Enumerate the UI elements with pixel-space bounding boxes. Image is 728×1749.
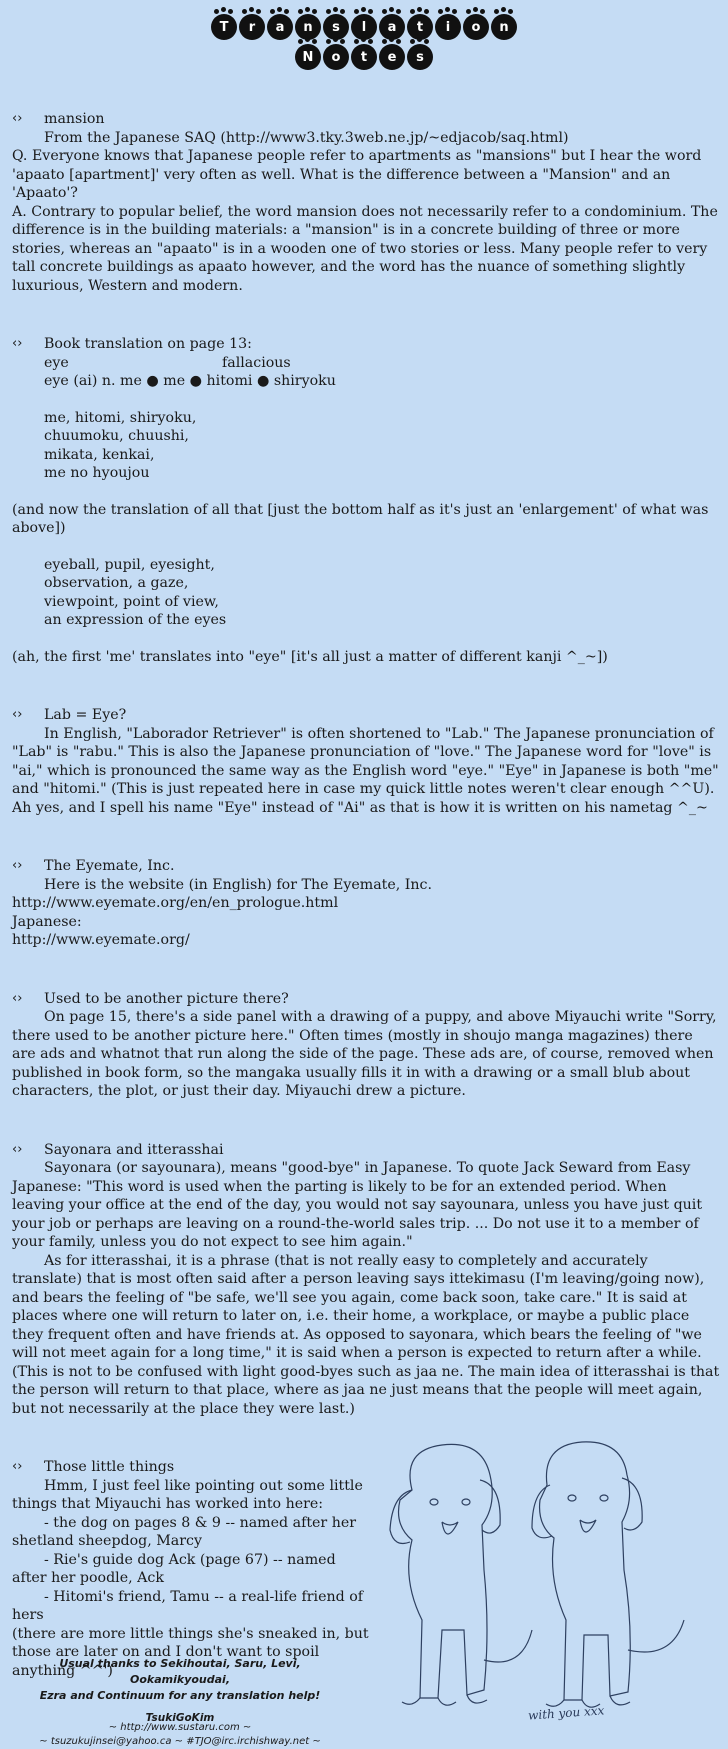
note-body: (there are more little things she's sneaked in, but those are later on and I don't want to spoil anything ^^') xyxy=(12,1625,369,1679)
note-heading: Book translation on page 13: xyxy=(44,336,252,352)
bullet-icon: ‹› xyxy=(12,858,23,873)
paw-letter-icon: T xyxy=(211,14,237,40)
note-body: Here is the website (in English) for The Eyemate, Inc. xyxy=(44,876,432,893)
contact-links xyxy=(0,1721,360,1749)
paw-letter-icon: l xyxy=(351,14,377,40)
puppies-illustration xyxy=(372,1430,722,1730)
paw-letter-icon: t xyxy=(407,14,433,40)
note-little-things xyxy=(12,1458,372,1680)
note-eyemate xyxy=(12,857,720,950)
eyemate-english-link[interactable]: http://www.eyemate.org/en/en_prologue.html xyxy=(12,895,339,911)
note-heading: Used to be another picture there? xyxy=(44,990,289,1007)
paw-letter-icon: o xyxy=(323,44,349,70)
note-source: From the Japanese SAQ (http://www3.tky.3web.ne.jp/~edjacob/saq.html) xyxy=(44,129,569,146)
website-link[interactable]: ~ http://www.sustaru.com ~ xyxy=(108,1722,252,1733)
bullet-icon: ‹› xyxy=(12,336,23,351)
list-item: chuumoku, chuushi, xyxy=(44,428,189,444)
note-body: Hmm, I just feel like pointing out some little things that Miyauchi has worked into here: xyxy=(12,1477,363,1512)
page-title xyxy=(0,14,728,74)
email-irc-link[interactable]: ~ tsuzukujinsei@yahoo.ca ~ #TJO@irc.irchishway.net ~ xyxy=(39,1736,321,1747)
bullet-icon: ‹› xyxy=(12,707,23,722)
list-item: an expression of the eyes xyxy=(44,612,227,628)
paw-letter-icon: n xyxy=(295,14,321,40)
note-heading: mansion xyxy=(44,111,105,127)
paw-letter-icon: a xyxy=(379,14,405,40)
note-question: Q. Everyone knows that Japanese people refer to apartments as "mansions" but I hear the word 'apaato [apartment]' very often as well. What is the difference between a "Mansion" and an 'Apaato'? xyxy=(12,148,702,201)
note-body: In English, "Laborador Retriever" is often shortened to "Lab." The Japanese pronunciation of "Lab" is "rabu." This is also the Japanese pronunciation of "love." The Japanese word for "love" is "ai," which is pronounced the same way as the English word "eye." "Eye" in Japanese is both "me" and "hitomi." (This is just repeated here in case my quick little notes weren't clear enough ^^U). Ah yes, and I spell his name "Eye" instead of "Ai" as that is how it is written on his nametag ^_~ xyxy=(12,725,719,816)
list-item: - the dog on pages 8 & 9 -- named after her shetland sheepdog, Marcy xyxy=(12,1514,357,1549)
note-book-translation xyxy=(12,335,720,666)
paw-letter-icon: s xyxy=(407,44,433,70)
eye-entry-row: eye fallacious xyxy=(44,354,291,371)
translation-note: (ah, the first 'me' translates into "eye" [it's all just a matter of different kanji ^_~]) xyxy=(12,648,608,665)
bullet-icon: ‹› xyxy=(12,990,23,1006)
list-item: mikata, kenkai, xyxy=(44,446,155,463)
paw-letter-icon: n xyxy=(491,14,517,40)
note-mansion xyxy=(12,110,720,295)
note-heading: Those little things xyxy=(44,1459,175,1475)
note-body: As for itterasshai, it is a phrase (that is not really easy to completely and accurately translate) that is most often said after a person leaving says ittekimasu (I'm leaving/going now), and bears the feeling of "be safe, we'll see you again, come back soon, take care." It is said at places where one will return to later on, i.e. their home, a workplace, or maybe a public place they frequent often and have friends at. As opposed to sayonara, which bears the feeling of "we will not meet again for a long time," it is said when a person is expected to return after a while. (This is not to be confused with light good-byes such as jaa ne. The main idea of itterasshai is that the person will return to that place, where as jaa ne just means that the people will meet again, but not necessarily at the place they were last.) xyxy=(12,1252,720,1417)
list-item: me, hitomi, shiryoku, xyxy=(44,409,197,426)
eye-definition: eye (ai) n. me ● me ● hitomi ● shiryoku xyxy=(44,373,336,389)
bullet-icon: ‹› xyxy=(12,1141,23,1157)
illustration-caption: with you xxx xyxy=(527,1703,605,1723)
note-heading: Sayonara and itterasshai xyxy=(44,1141,224,1158)
note-body: Sayonara (or sayounara), means "good-bye" in Japanese. To quote Jack Seward from Easy Japanese: "This word is used when the parting is likely to be for an extended period. When leaving your office at the end of the day, you would not say sayounara, unless you have just quit your job or perhaps are leaving on a round-the-world sales trip. ... Do not use it to a member of your family, unless you do not expect to see him again." xyxy=(12,1160,703,1250)
list-item: observation, a gaze, xyxy=(44,575,189,591)
paw-letter-icon: r xyxy=(239,14,265,40)
list-item: viewpoint, point of view, xyxy=(44,593,219,610)
japanese-label: Japanese: xyxy=(12,913,82,930)
list-item: me no hyoujou xyxy=(44,465,150,481)
list-item: eyeball, pupil, eyesight, xyxy=(44,556,215,573)
paw-letter-icon: s xyxy=(323,14,349,40)
translation-note: (and now the translation of all that [just the bottom half as it's just an 'enlargement' of what was above]) xyxy=(12,501,709,536)
paw-letter-icon: o xyxy=(463,14,489,40)
list-item: - Hitomi's friend, Tamu -- a real-life friend of hers xyxy=(12,1588,364,1623)
note-answer: A. Contrary to popular belief, the word mansion does not necessarily refer to a condominium. The difference is in the building materials: a "mansion" is in a concrete building of three or more stories, whereas an "apaato" is in a wooden one of two stories or less. Many people refer to very tall concrete buildings as apaato however, and the word has the nuance of something slightly luxurious, Western and modern. xyxy=(12,203,718,294)
note-heading: The Eyemate, Inc. xyxy=(44,858,175,874)
paw-letter-icon: a xyxy=(267,14,293,40)
list-item: - Rie's guide dog Ack (page 67) -- named after her poodle, Ack xyxy=(12,1551,336,1586)
note-body: On page 15, there's a side panel with a drawing of a puppy, and above Miyauchi write "Sorry, there used to be another picture here." Often times (mostly in shoujo manga magazines) there are ads and whatnot that run along the side of the page. These ads are, of course, removed when published in book form, so the mangaka usually fills it in with a drawing or a small blub about characters, the plot, or just their day. Miyauchi drew a picture. xyxy=(12,1009,717,1099)
paw-letter-icon: e xyxy=(379,44,405,70)
note-lab-eye xyxy=(12,706,720,817)
signature: TsukiGoKim xyxy=(145,1712,215,1724)
thanks-text: Usual thanks to Sekihoutai, Saru, Levi, Ookamikyoudai, Ezra and Continuum for any translation help! xyxy=(39,1657,321,1702)
eyemate-japanese-link[interactable]: http://www.eyemate.org/ xyxy=(12,932,190,948)
paw-letter-icon: i xyxy=(435,14,461,40)
note-heading: Lab = Eye? xyxy=(44,707,127,723)
note-sayonara xyxy=(12,1141,720,1419)
title-line-1 xyxy=(0,14,728,40)
bullet-icon: ‹› xyxy=(12,1459,23,1474)
title-line-2 xyxy=(0,44,728,70)
bullet-icon: ‹› xyxy=(12,111,23,126)
paw-letter-icon: N xyxy=(295,44,321,70)
paw-letter-icon: t xyxy=(351,44,377,70)
note-another-picture xyxy=(12,990,720,1101)
